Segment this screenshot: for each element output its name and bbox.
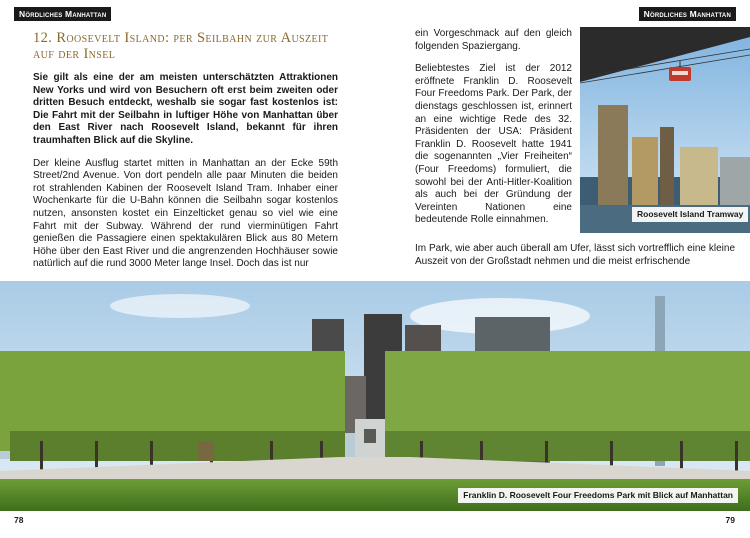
park-photo: [0, 281, 750, 511]
running-header-right: Nördliches Manhattan: [639, 7, 736, 21]
section-title: 12. Roosevelt Island: per Seilbahn zur Auszeit auf der Insel: [33, 30, 329, 62]
running-header-left: Nördliches Manhattan: [14, 7, 111, 21]
lead-paragraph: Sie gilt als eine der am meisten unterschätzten Attraktionen New Yorks und wird von Besuchern oft erst beim zweiten oder dritten Besuch entdeckt, weshalb sie sogar fast kostenlos ist: Die Fahrt mit der Seilbahn in luftiger Höhe von Manhattan über den East River nach Roosevelt Island, bekannt für ihren traumhaften Blick auf die Skyline.: [33, 72, 338, 146]
body-paragraph: Der kleine Ausflug startet mitten in Manhattan an der Ecke 59th Street/2nd Avenue. Von dort pendeln alle paar Minuten die beiden rot strahlenden Kabinen der Roosevelt Island Tram. Inhaber einer Wochenkarte für die U-Bahn können die Seilbahn sogar kostenlos nutzen, ansonsten kostet ein Einzelticket genau so viel wie eine Fahrt mit der Subway. Während der rund vierminütigen Fahrt genießen die Passagiere einen spektakulären Blick aus 80 Metern Höhe über den East River und die angrenzenden Hochhäuser sowie natürlich auf die rund 3000 Meter lange Insel. Doch das ist nur: [33, 157, 338, 270]
left-column: [33, 28, 338, 281]
tramway-caption: Roosevelt Island Tramway: [632, 207, 748, 222]
right-paragraph-2: Beliebtestes Ziel ist der 2012 eröffnete Franklin D. Roosevelt Four Freedoms Park. Der Park, der dienstags geschlossen ist, erinnert an eine wichtige Rede des 32. Präsidenten der USA: Präsident Franklin D. Roosevelt hatte 1941 die sogenannten „Vier Freiheiten“ (Four Freedoms) formuliert, die sowohl bei der Anti-Hitler-Koalition als auch bei der Gründung der Vereinten Nationen eine bedeutende Rolle einnahmen.: [415, 63, 572, 226]
tramway-photo: [580, 27, 750, 233]
park-caption: Franklin D. Roosevelt Four Freedoms Park mit Blick auf Manhattan: [458, 488, 738, 503]
right-paragraph-3: Im Park, wie aber auch überall am Ufer, lässt sich vortrefflich eine kleine Auszeit von der Großstadt nehmen und die meist erfrischende: [415, 243, 735, 267]
page-number-left: 78: [14, 515, 24, 525]
right-paragraph-1: ein Vorgeschmack auf den gleich folgenden Spaziergang.: [415, 28, 572, 52]
page-number-right: 79: [725, 515, 735, 525]
right-column: [415, 28, 572, 237]
